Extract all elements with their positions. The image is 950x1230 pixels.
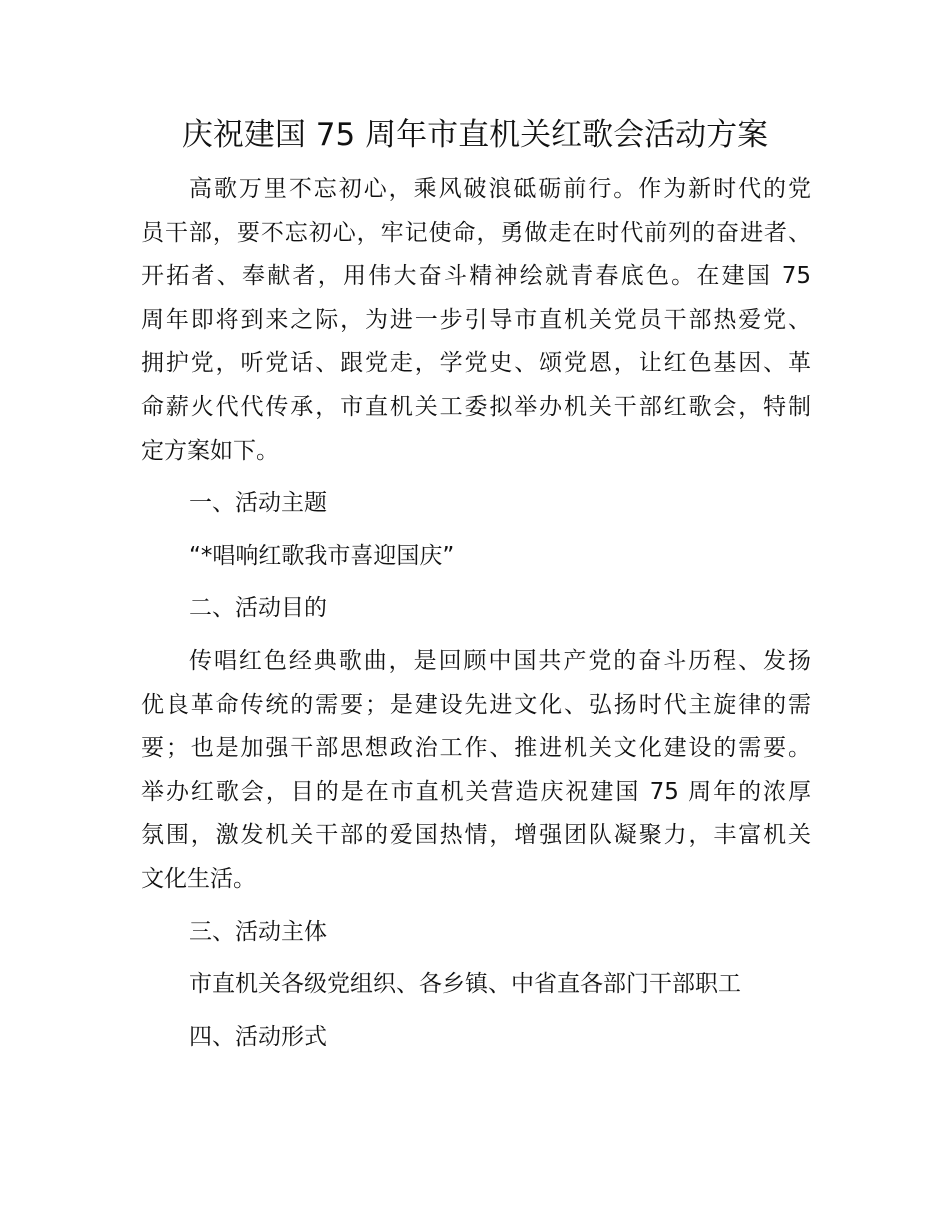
paragraph-line: 拥护党，听党话、跟党走，学党史、颂党恩，让红色基因、革 (141, 350, 811, 377)
participants-text: 市直机关各级党组织、各乡镇、中省直各部门干部职工 (189, 971, 741, 998)
paragraph-line: 开拓者、奉献者，用伟大奋斗精神绘就青春底色。在建国 75 (141, 263, 811, 290)
paragraph-line: 高歌万里不忘初心，乘风破浪砥砺前行。作为新时代的党 (189, 176, 811, 202)
paragraph-line: 员干部，要不忘初心，牢记使命，勇做走在时代前列的奋进者、 (141, 219, 811, 246)
purpose-paragraph (141, 640, 811, 902)
paragraph-line: 定方案如下。 (141, 437, 279, 464)
paragraph-line: 要；也是加强干部思想政治工作、推进机关文化建设的需要。 (141, 735, 811, 762)
paragraph-line: 命薪火代代传承，市直机关工委拟举办机关干部红歌会，特制 (141, 393, 811, 420)
paragraph-line: 文化生活。 (141, 865, 256, 892)
paragraph-line: 优良革命传统的需要；是建设先进文化、弘扬时代主旋律的需 (141, 691, 811, 718)
paragraph-line: 氛围，激发机关干部的爱国热情，增强团队凝聚力，丰富机关 (141, 822, 811, 849)
theme-text: “*唱响红歌我市喜迎国庆” (189, 542, 455, 569)
paragraph-line: 周年即将到来之际，为进一步引导市直机关党员干部热爱党、 (141, 306, 811, 333)
section-heading-participants: 三、活动主体 (189, 918, 327, 945)
document-body (141, 168, 811, 1068)
paragraph-line: 传唱红色经典歌曲，是回顾中国共产党的奋斗历程、发扬 (189, 647, 811, 674)
section-heading-purpose: 二、活动目的 (189, 595, 327, 622)
document-title: 庆祝建国 75 周年市直机关红歌会活动方案 (181, 117, 769, 153)
section-heading-theme: 一、活动主题 (189, 490, 327, 517)
paragraph-line: 举办红歌会，目的是在市直机关营造庆祝建国 75 周年的浓厚 (141, 778, 811, 805)
intro-paragraph (141, 168, 811, 473)
section-heading-format: 四、活动形式 (189, 1023, 327, 1050)
